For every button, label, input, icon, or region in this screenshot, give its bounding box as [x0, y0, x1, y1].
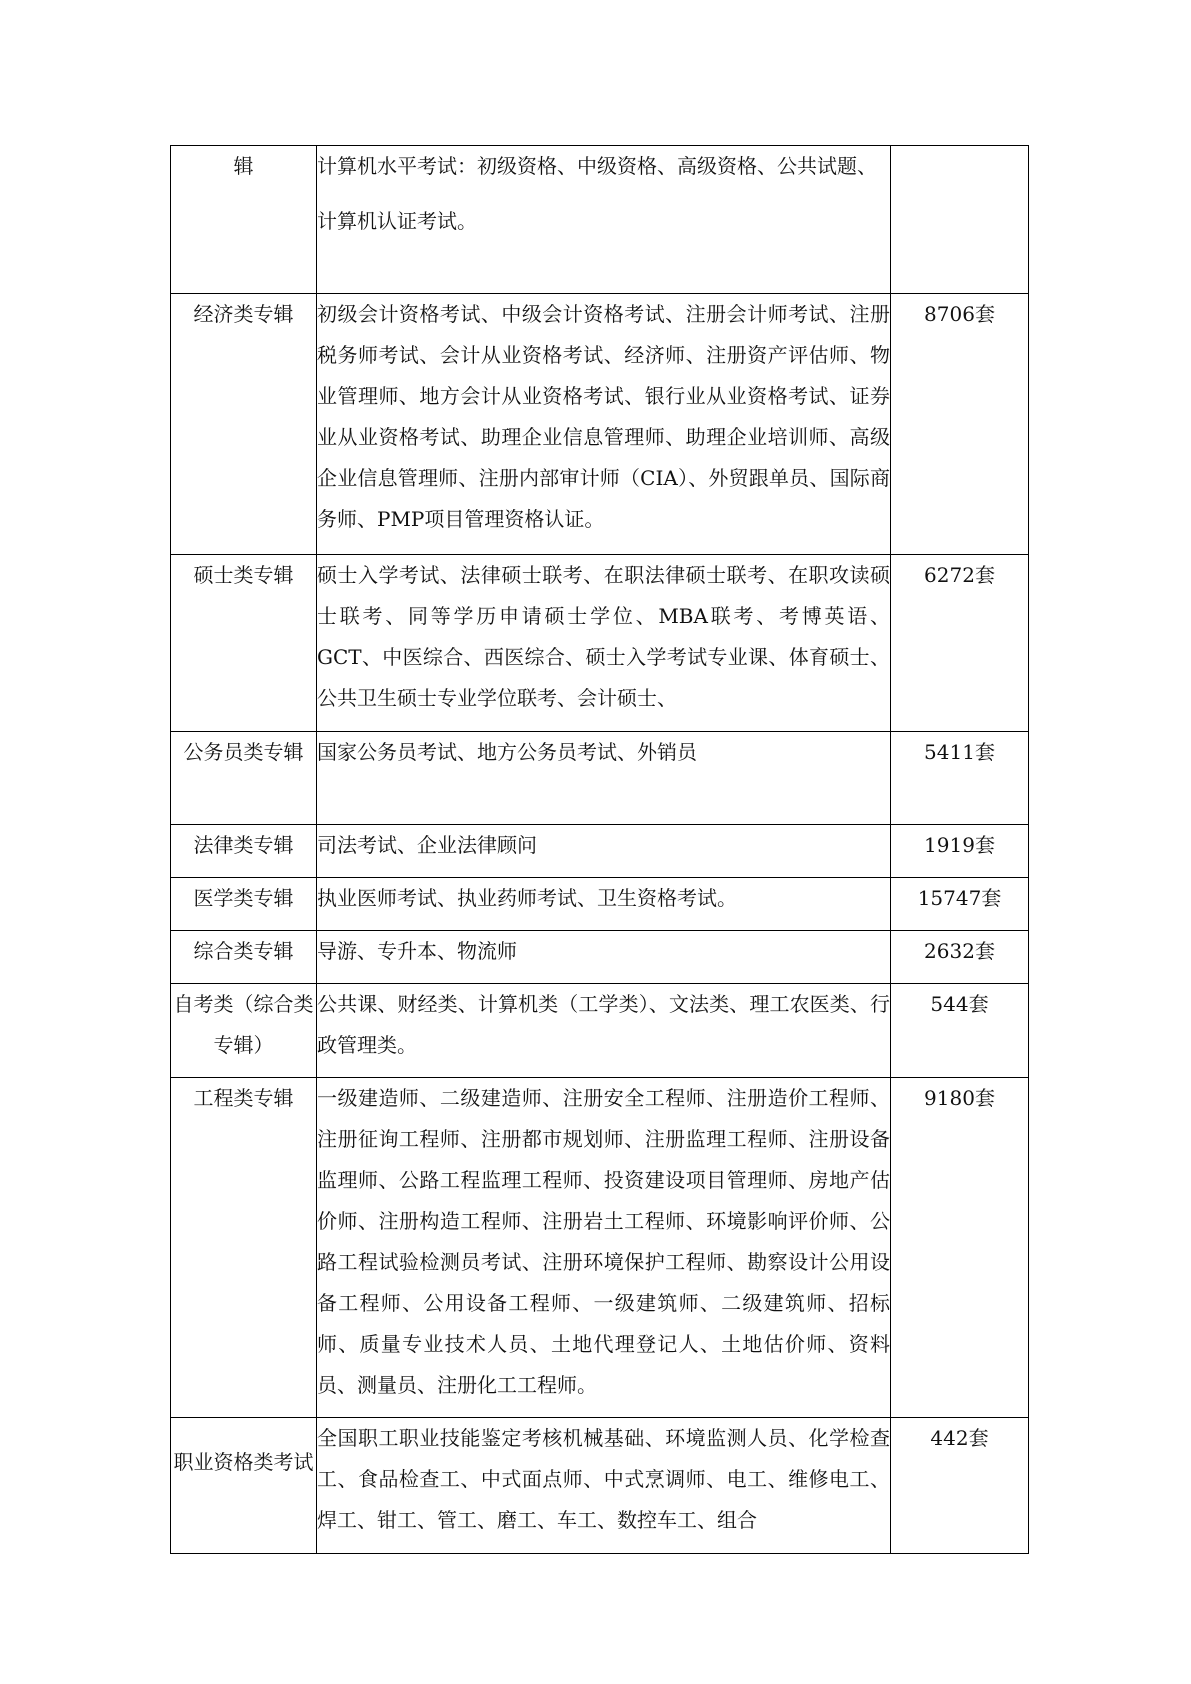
count-cell: 6272套 — [891, 555, 1029, 732]
category-cell: 经济类专辑 — [171, 294, 317, 555]
description-cell: 司法考试、企业法律顾问 — [317, 825, 891, 878]
table-row — [171, 984, 1029, 1078]
description-cell: 初级会计资格考试、中级会计资格考试、注册会计师考试、注册税务师考试、会计从业资格考试、经济师、注册资产评估师、物业管理师、地方会计从业资格考试、银行业从业资格考试、证券业从业资格考试、助理企业信息管理师、助理企业培训师、高级企业信息管理师、注册内部审计师（CIA）、外贸跟单员、国际商务师、PMP项目管理资格认证。 — [317, 294, 891, 555]
count-cell: 15747套 — [891, 878, 1029, 931]
category-cell: 医学类专辑 — [171, 878, 317, 931]
table-row — [171, 825, 1029, 878]
description-cell: 全国职工职业技能鉴定考核机械基础、环境监测人员、化学检查工、食品检查工、中式面点师、中式烹调师、电工、维修电工、焊工、钳工、管工、磨工、车工、数控车工、组合 — [317, 1418, 891, 1554]
description-line: 计算机水平考试：初级资格、中级资格、高级资格、公共试题、 — [317, 154, 877, 178]
table-row — [171, 931, 1029, 984]
table-row — [171, 294, 1029, 555]
table-row — [171, 555, 1029, 732]
description-line: 计算机认证考试。 — [317, 209, 477, 233]
description-cell: 执业医师考试、执业药师考试、卫生资格考试。 — [317, 878, 891, 931]
category-cell: 职业资格类考试 — [171, 1418, 317, 1554]
category-cell: 辑 — [171, 146, 317, 294]
category-cell: 公务员类专辑 — [171, 732, 317, 825]
count-cell: 9180套 — [891, 1078, 1029, 1418]
category-cell: 硕士类专辑 — [171, 555, 317, 732]
table-row — [171, 146, 1029, 294]
count-cell: 442套 — [891, 1418, 1029, 1554]
table-row — [171, 1078, 1029, 1418]
count-cell — [891, 146, 1029, 294]
description-cell: 一级建造师、二级建造师、注册安全工程师、注册造价工程师、注册征询工程师、注册都市规划师、注册监理工程师、注册设备监理师、公路工程监理工程师、投资建设项目管理师、房地产估价师、注册构造工程师、注册岩土工程师、环境影响评价师、公路工程试验检测员考试、注册环境保护工程师、勘察设计公用设备工程师、公用设备工程师、一级建筑师、二级建筑师、招标师、质量专业技术人员、土地代理登记人、土地估价师、资料员、测量员、注册化工工程师。 — [317, 1078, 891, 1418]
count-cell: 2632套 — [891, 931, 1029, 984]
table-row — [171, 878, 1029, 931]
description-cell — [317, 146, 891, 294]
description-cell: 导游、专升本、物流师 — [317, 931, 891, 984]
table-row — [171, 732, 1029, 825]
category-cell: 工程类专辑 — [171, 1078, 317, 1418]
description-cell: 硕士入学考试、法律硕士联考、在职法律硕士联考、在职攻读硕士联考、同等学历申请硕士学位、MBA联考、考博英语、GCT、中医综合、西医综合、硕士入学考试专业课、体育硕士、公共卫生硕士专业学位联考、会计硕士、 — [317, 555, 891, 732]
count-cell: 5411套 — [891, 732, 1029, 825]
description-cell: 公共课、财经类、计算机类（工学类）、文法类、理工农医类、行政管理类。 — [317, 984, 891, 1078]
exam-collection-table — [170, 145, 1029, 1554]
count-cell: 8706套 — [891, 294, 1029, 555]
description-cell: 国家公务员考试、地方公务员考试、外销员 — [317, 732, 891, 825]
table-row — [171, 1418, 1029, 1554]
count-cell: 544套 — [891, 984, 1029, 1078]
category-cell: 综合类专辑 — [171, 931, 317, 984]
count-cell: 1919套 — [891, 825, 1029, 878]
category-cell: 自考类（综合类专辑） — [171, 984, 317, 1078]
category-cell: 法律类专辑 — [171, 825, 317, 878]
